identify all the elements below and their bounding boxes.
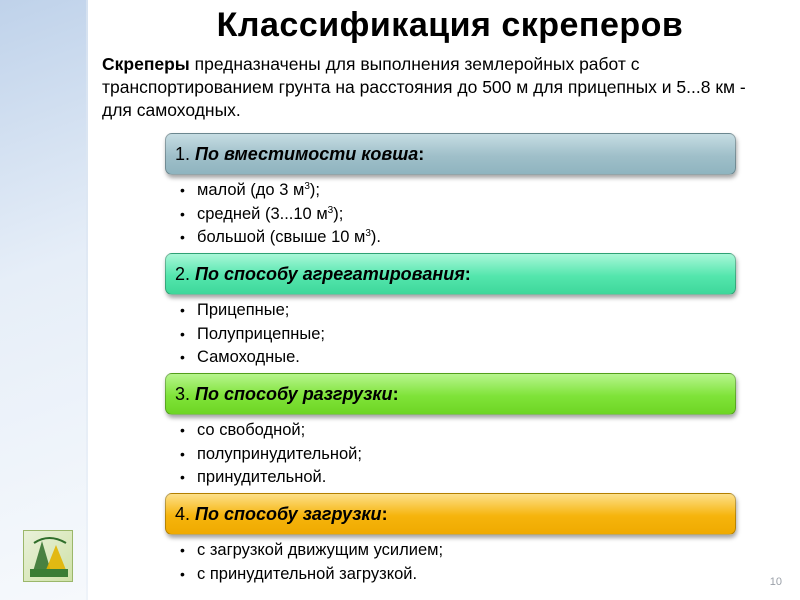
section-header-unloading [165, 373, 736, 415]
section-number: 1. [175, 144, 191, 164]
section-number: 4. [175, 504, 191, 524]
aggregation-list [180, 299, 325, 370]
list-item: • полупринудительной; [180, 443, 362, 467]
list-item: • средней (3...10 $м^3$); [180, 203, 381, 227]
section-number: 2. [175, 264, 191, 284]
section-colon: : [418, 144, 425, 164]
left-decorative-strip [0, 0, 88, 600]
list-item: • со свободной; [180, 419, 362, 443]
section-heading: По способу разгрузки [195, 384, 393, 404]
list-item: • малой (до 3 $м^3$); [180, 179, 381, 203]
intro-text: предназначены для выполнения землеройных работ с транспортированием грунта на расстояния до 500 м для прицепных и 5...8 км - для самоходных. [102, 54, 746, 120]
section-heading: По способу агрегатирования [195, 264, 465, 284]
section-heading: По вместимости ковша [195, 144, 419, 164]
list-item: • принудительной. [180, 466, 362, 490]
section-colon: : [392, 384, 399, 404]
section-colon: : [381, 504, 388, 524]
list-item: • Самоходные. [180, 346, 325, 370]
section-colon: : [464, 264, 471, 284]
list-item: • Прицепные; [180, 299, 325, 323]
list-item: • Полуприцепные; [180, 323, 325, 347]
section-heading: По способу загрузки [195, 504, 382, 524]
intro-bold-term: Скреперы [102, 54, 190, 74]
unloading-list [180, 419, 362, 490]
logo-graphic [24, 531, 74, 583]
university-logo-icon [23, 530, 73, 582]
section-header-capacity [165, 133, 736, 175]
list-item: • с загрузкой движущим усилием; [180, 539, 443, 563]
loading-list [180, 539, 443, 586]
list-item: • большой (свыше 10 $м^3$). [180, 226, 381, 250]
section-header-loading [165, 493, 736, 535]
intro-paragraph [102, 53, 752, 122]
capacity-list [180, 179, 381, 250]
page-number: 10 [769, 576, 782, 588]
list-item: • с принудительной загрузкой. [180, 563, 443, 587]
slide-title: Классификация скреперов [216, 6, 684, 44]
section-number: 3. [175, 384, 191, 404]
section-header-aggregation [165, 253, 736, 295]
